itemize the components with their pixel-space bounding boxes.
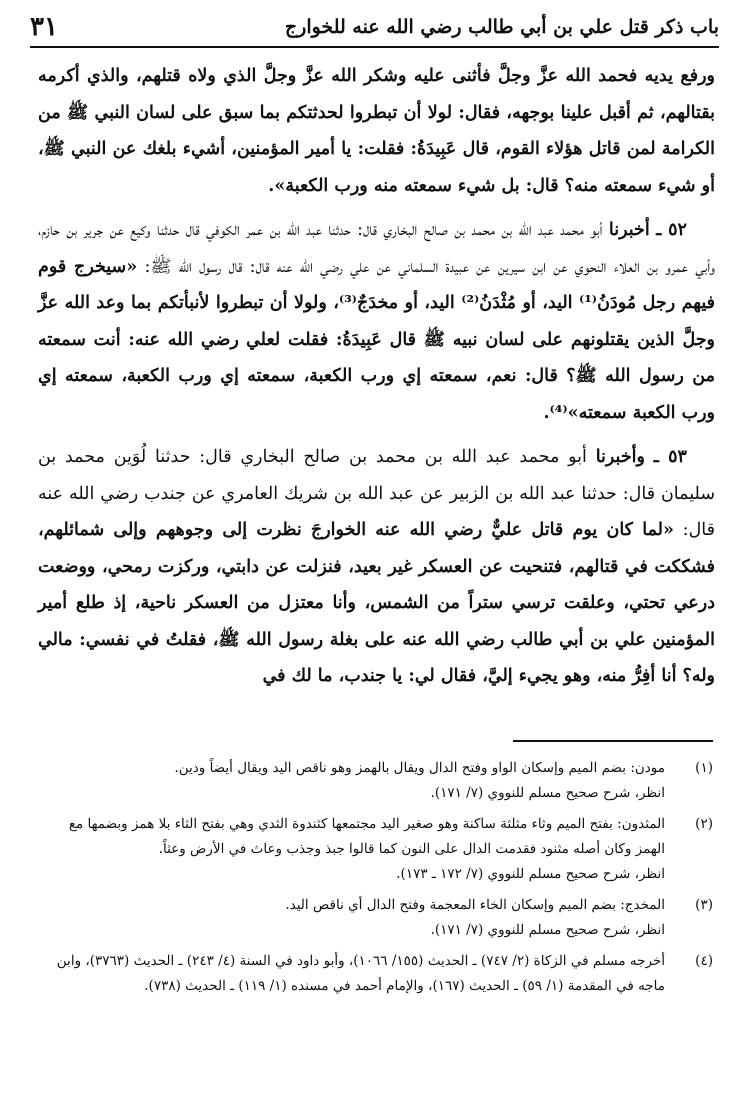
hadith-quote: «سيخرج قوم فيهم رجل مُودَنُ⁽¹⁾ اليد، أو مُثْدَنُ⁽²⁾ اليد، أو مخدَجٌ⁽³⁾، ولولا أن تبطروا لأنبأتكم بما وعد الله عزَّ وجلَّ الذين يقتلونهم على لسان نبيه ﷺ قال عَبِيدَةُ: فقلت لعلي (38, 256, 715, 350)
paragraph-continuation: ورفع يديه فحمد الله عزَّ وجلَّ فأثنى عليه وشكر الله عزَّ وجلَّ الذي ولاه قتلهم، والذي أكرمه بقتالهم، ثم أقبل علينا بوجهه، فقال: لولا أن تبطروا لحدثتكم بما سبق على لسان النبي ﷺ من الكرامة لمن قاتل هؤلاء القوم، قال عَبِيدَةُ: فقلت: يا أمير المؤمنين، أشيء بلغك عن النبي ﷺ، أو شيء سمعته منه؟ قال: بل شيء سمعته منه ورب الكعبة». (38, 66, 715, 196)
footnote-line: انظر، شرح صحيح مسلم للنووي (٧/ ١٧١). (430, 785, 665, 801)
footnote (44, 812, 713, 887)
footnote-number: (٤) (695, 953, 713, 969)
footnote-line: مودن: بضم الميم وإسكان الواو وفتح الدال ويقال بالهمز وهو ناقص اليد ويقال أيضاً ودين. (174, 760, 665, 776)
footnote-line: انظر، شرح صحيح مسلم للنووي (٧/ ١٧٢ ـ ١٧٣). (396, 866, 665, 882)
footnote (44, 756, 713, 806)
footnotes (44, 756, 713, 1005)
footnote (44, 893, 713, 943)
hadith-number: ٥٣ ـ (653, 447, 687, 467)
page-number: ٣١ (30, 12, 58, 42)
hadith-number: ٥٢ ـ (656, 220, 687, 240)
footnote-line: أخرجه مسلم في الزكاة (٢/ ٧٤٧) ـ الحديث (١٥٥/ ١٠٦٦)، وأبو داود في السنة (٤/ ٢٤٣) ـ الحديث (٣٧٦٣)، وابن ماجه في المقدمة (١/ ٥٩) ـ الحديث (١٦٧)، والإمام أحمد في مسنده (١/ ١١٩) ـ الحديث (٧٣٨). (56, 953, 665, 994)
narration-opener: وأخبرنا (595, 447, 645, 467)
running-header (30, 10, 719, 48)
hadith-quote: «لما كان يوم قاتل عليٌّ رضي الله عنه الخوارجَ نظرت إلى وجوههم وإلى شمائلهم، فشككت في قتالهم، فتنحيت عن العسكر غير بعيد، فنزلت عن دابتي، وركزت رمحي، ووضعت درعي تحتي، وعلقت ترسي ستراً من الشمس، وأنا معتزل من العسكر ناحية، إذ طلع أمير المؤمنين علي بن أبي طالب رضي الله عنه على بغلة رسول الله ﷺ، فقلتُ في نفسي: مالي وله؟ أنا أفِرُّ منه، وهو يجيء إليَّ، فقال لي: يا جندب، ما لك في (38, 520, 715, 686)
footnote-line: المثدون: بفتح الميم وثاء مثلثة ساكنة وهو صغير اليد مجتمعها كثندوة الثدي وهي بفتح الثاء بلا همز وبضمها مع الهمز وكان أصله مثنود فقدمت الدال على النون كما قالوا جبذ وجذب وعاث في الأرض وعثاً. (68, 816, 665, 857)
footnote-line: انظر، شرح صحيح مسلم للنووي (٧/ ١٧١). (430, 922, 665, 938)
hadith-tail: رضي الله عنه: أنت سمعته من رسول الله ﷺ؟ قال: نعم، سمعته إي ورب الكعبة، سمعته إي ورب الكعبة، سمعته إي ورب الكعبة سمعته»⁽⁴⁾. (38, 329, 715, 423)
footnote-number: (١) (695, 760, 713, 776)
footnote-line: المخدج: بضم الميم وإسكان الخاء المعجمة وفتح الدال أي ناقص اليد. (285, 897, 665, 913)
footnote (44, 949, 713, 999)
footnote-number: (٢) (695, 816, 713, 832)
chapter-title: باب ذكر قتل علي بن أبي طالب رضي الله عنه للخوارج (284, 16, 719, 38)
isnad-text: أبو محمد عبد الله بن محمد بن صالح البخاري قال: حدثنا عبد الله بن عمر الكوفي قال حدثنا وكيع عن جرير بن حازم، وأبي عمرو بن العلاء النحوي عن ابن سيرين عن عبيدة السلماني عن علي رضي الله عنه قال: قال رسول الله ﷺ: (38, 220, 715, 277)
footnote-number: (٣) (695, 897, 713, 913)
hadith-52 (38, 212, 715, 431)
footnote-separator (513, 740, 713, 742)
narration-opener: أخبرنا (608, 220, 650, 240)
hadith-53 (38, 439, 715, 695)
main-text (38, 58, 715, 703)
isnad-text: أبو محمد عبد الله بن محمد بن صالح البخاري قال: حدثنا لُوَين محمد بن سليمان قال: حدثنا عبد الله بن الزبير عن عبد الله بن شريك العامري عن جندب رضي الله عنه قال: (38, 447, 715, 540)
